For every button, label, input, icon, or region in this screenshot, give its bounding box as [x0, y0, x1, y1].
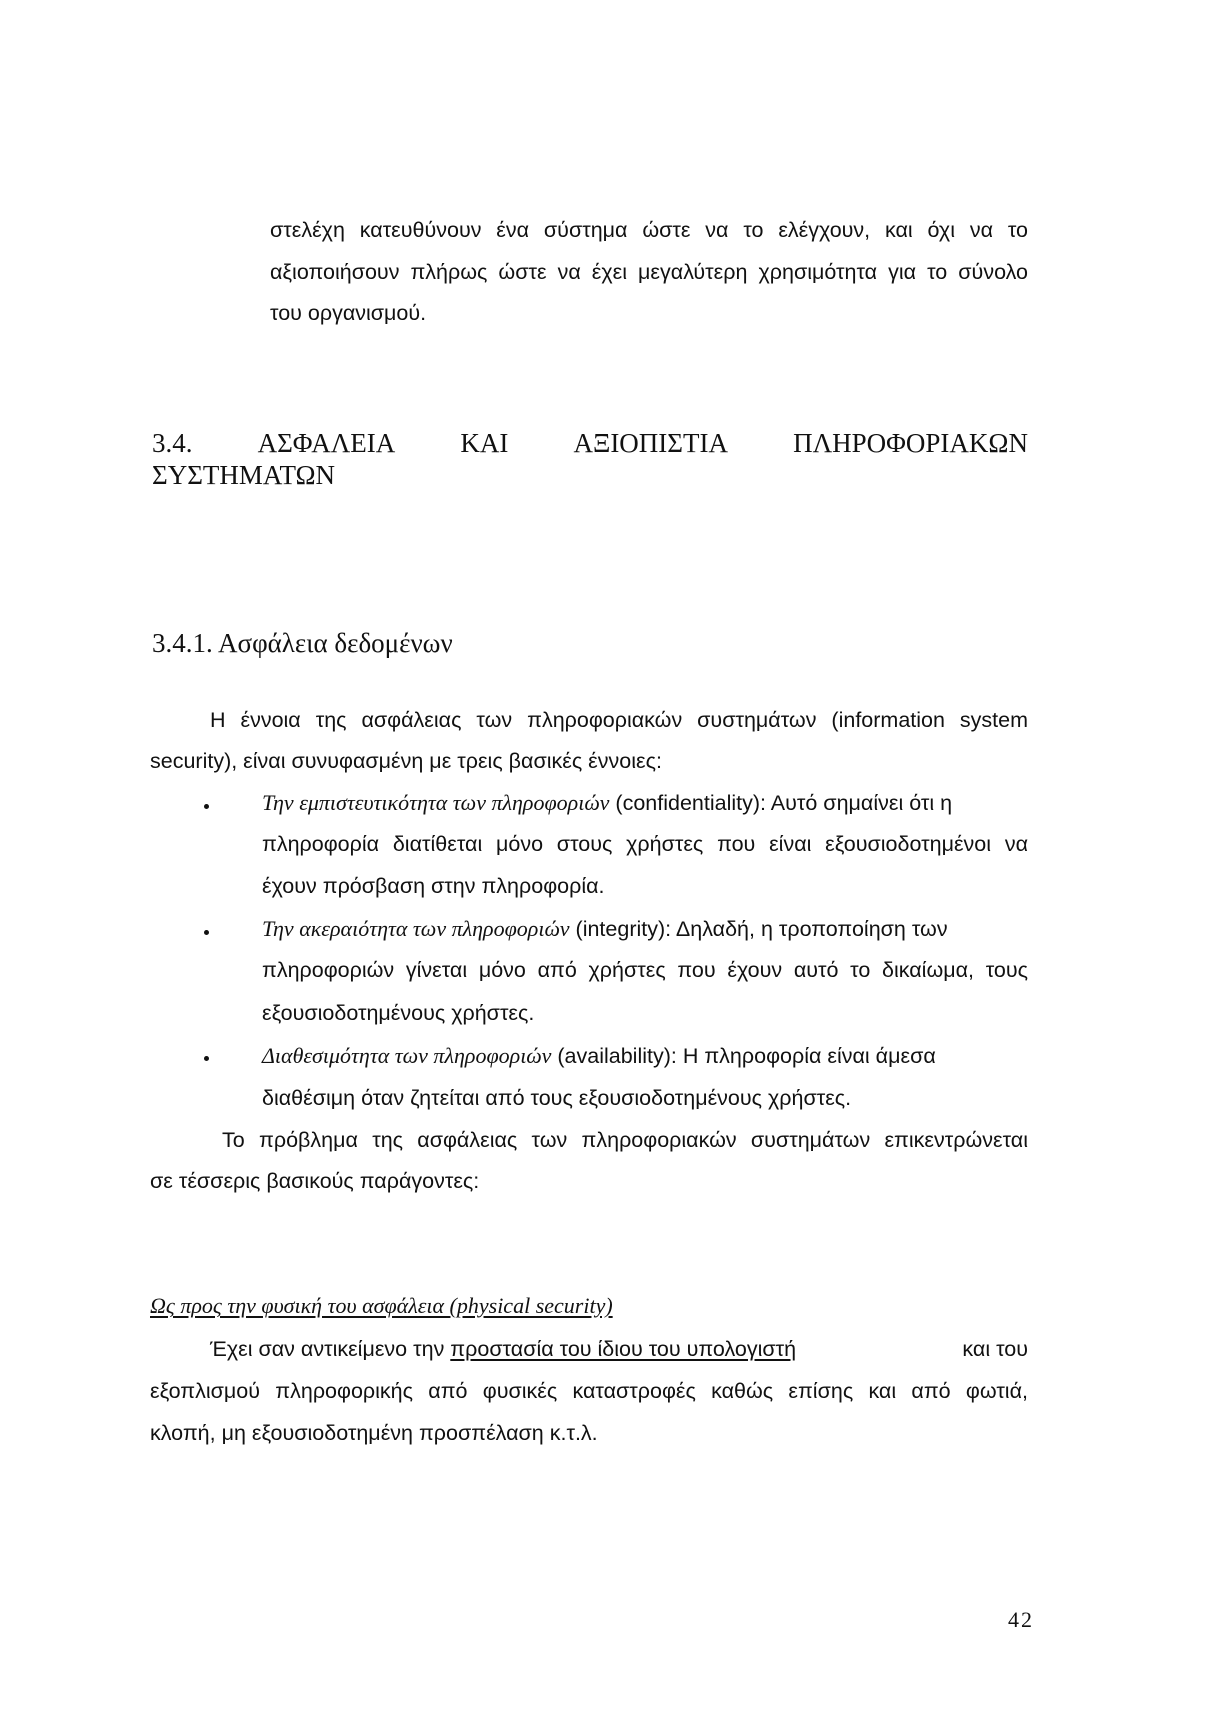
bullet-2-line-2: πληροφοριών γίνεται μόνο από χρήστες που έχουν αυτό το δικαίωμα, τους: [262, 958, 1028, 982]
physical-line-1-end: και του: [956, 1337, 1028, 1361]
bullet-3-line-2: διαθέσιμη όταν ζητείται από τους εξουσιοδοτημένους χρήστες.: [262, 1086, 852, 1110]
page-number: 42: [1008, 1607, 1034, 1632]
physical-security-heading-text: Ως προς την φυσική του ασφάλεια (physical security): [150, 1293, 613, 1318]
bullet-1-term: Την εμπιστευτικότητα των πληροφοριών: [262, 790, 610, 815]
bullet-3-term: Διαθεσιμότητα των πληροφοριών: [262, 1043, 552, 1068]
concept-line-2: security), είναι συνυφασμένη με τρεις βασικές έννοιες:: [150, 749, 662, 773]
physical-line-1-underlined: προστασία του ίδιου του υπολογιστή: [450, 1337, 797, 1361]
bullet-marker: [204, 930, 209, 935]
bullet-1-line-1: [262, 792, 952, 815]
section-number: 3.4.: [152, 428, 193, 458]
physical-line-2: εξοπλισμού πληροφορικής από φυσικές καταστροφές καθώς επίσης και από φωτιά,: [150, 1379, 1028, 1403]
bullet-2-line-3: εξουσιοδοτημένους χρήστες.: [262, 1001, 535, 1025]
bullet-3-line-1-rest: (availability): Η πληροφορία είναι άμεσα: [551, 1044, 936, 1068]
intro-line-3: του οργανισμού.: [270, 301, 427, 325]
intro-line-1: στελέχη κατευθύνουν ένα σύστημα ώστε να το ελέγχουν, και όχι να το: [270, 218, 1028, 242]
physical-line-1-start: Έχει σαν αντικείμενο την: [210, 1337, 451, 1361]
bullet-1-line-1-rest: (confidentiality): Αυτό σημαίνει ότι η: [609, 791, 953, 815]
bullet-1-line-3: έχουν πρόσβαση στην πληροφορία.: [262, 874, 605, 898]
physical-line-3: κλοπή, μη εξουσιοδοτημένη προσπέλαση κ.τ.λ.: [150, 1421, 598, 1445]
section-word-4: ΠΛΗΡΟΦΟΡΙΑΚΩΝ: [793, 428, 1028, 458]
section-word-1: ΑΣΦΑΛΕΙΑ: [257, 428, 396, 458]
problem-line-1: Το πρόβλημα της ασφάλειας των πληροφοριακών συστημάτων επικεντρώνεται: [222, 1128, 1028, 1152]
bullet-2-line-1-rest: (integrity): Δηλαδή, η τροποποίηση των: [569, 917, 948, 941]
bullet-1-line-2: πληροφορία διατίθεται μόνο στους χρήστες που είναι εξουσιοδοτημένοι να: [262, 832, 1028, 856]
section-heading-line-2: ΣΥΣΤΗΜΑΤΩΝ: [152, 460, 336, 490]
intro-line-2: αξιοποιήσουν πλήρως ώστε να έχει μεγαλύτερη χρησιμότητα για το σύνολο: [270, 260, 1028, 284]
problem-line-2: σε τέσσερις βασικούς παράγοντες:: [150, 1169, 480, 1193]
bullet-3-line-1: [262, 1045, 936, 1068]
section-word-2: ΚΑΙ: [460, 428, 509, 458]
subsection-title: 3.4.1. Ασφάλεια δεδομένων: [152, 628, 453, 658]
section-word-3: ΑΞΙΟΠΙΣΤΙΑ: [573, 428, 728, 458]
physical-security-heading: [150, 1295, 613, 1318]
bullet-marker: [204, 1056, 209, 1061]
section-heading: [152, 430, 1028, 457]
bullet-marker: [204, 804, 209, 809]
concept-line-1: Η έννοια της ασφάλειας των πληροφοριακών συστημάτων (information system: [210, 708, 1028, 732]
physical-line-1: [210, 1339, 1028, 1361]
bullet-2-term: Την ακεραιότητα των πληροφοριών: [262, 916, 570, 941]
bullet-2-line-1: [262, 918, 948, 941]
